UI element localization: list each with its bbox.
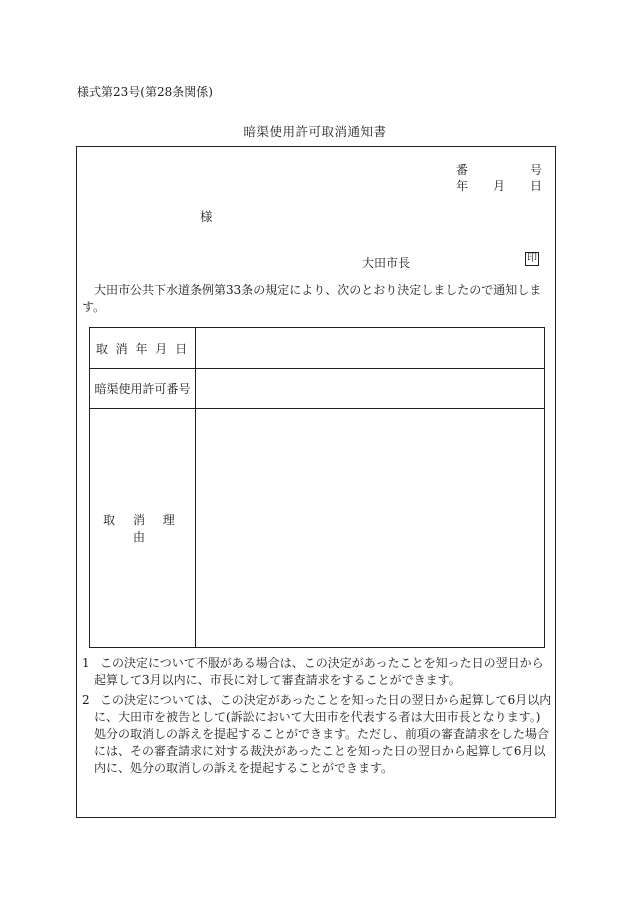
table-row-label-permit-number: [90, 368, 195, 408]
addressee-honorific: 様: [200, 209, 213, 224]
date-day-label: 日: [530, 179, 543, 193]
detail-table: [89, 327, 545, 648]
date-month-label: 月: [493, 179, 506, 193]
number-prefix: 番: [456, 163, 469, 177]
note-item: [82, 692, 552, 777]
table-row-label-cancel-reason: [90, 408, 195, 647]
form-label: 様式第23号(第28条関係): [77, 85, 213, 99]
body-sentence: 大田市公共下水道条例第33条の規定により、次のとおり決定しましたので通知します。: [82, 283, 542, 314]
note-item: [82, 655, 552, 689]
number-suffix: 号: [530, 163, 543, 177]
document-title: 暗渠使用許可取消通知書: [243, 124, 387, 139]
permit-number-label: 暗渠使用許可番号: [94, 381, 191, 396]
table-row-label-cancel-date: [90, 328, 195, 368]
table-column-divider: [195, 328, 196, 647]
note-text: この決定については、この決定があったことを知った日の翌日から起算して6月以内に、大田市を被告として(訴訟において大田市を代表する者は大田市長となります。)処分の取消しの訴えを提起することができます。ただし、前項の審査請求をした場合には、その審査請求に対する裁決があったことを知った日の翌日から起算して6月以内に、処分の取消しの訴えを提起することができます。: [94, 693, 552, 775]
note-number: 1: [82, 656, 90, 670]
seal-mark: 印: [527, 253, 537, 264]
cancel-date-label: 取 消 年 月 日: [95, 341, 190, 356]
cancel-reason-label: 取 消 理 由: [103, 512, 182, 544]
date-year-label: 年: [456, 179, 469, 193]
body-text: [82, 282, 552, 316]
issuer-name: 大田市長: [362, 256, 411, 270]
note-text: この決定について不服がある場合は、この決定があったことを知った日の翌日から起算して3月以内に、市長に対して審査請求をすることができます。: [94, 656, 544, 687]
note-number: 2: [82, 693, 90, 707]
